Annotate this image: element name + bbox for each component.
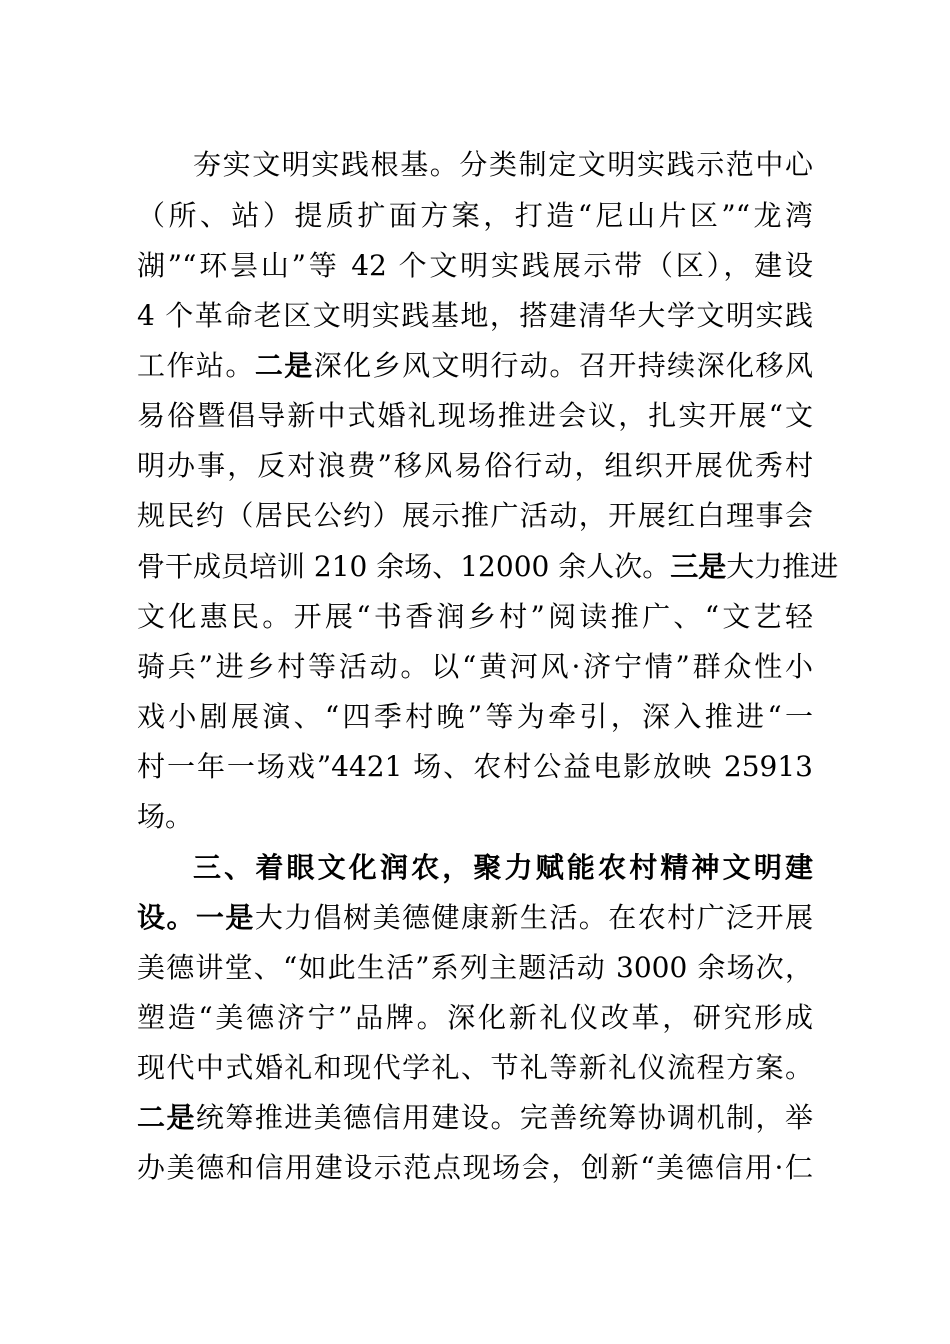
text-line bbox=[137, 896, 813, 940]
text-line bbox=[137, 344, 813, 388]
text-line bbox=[137, 1046, 813, 1090]
text-line bbox=[137, 595, 813, 639]
text-segment: 工作站。 bbox=[137, 349, 255, 382]
text-segment: 大力倡树美德健康新生活。在农村广泛开展 bbox=[254, 901, 813, 934]
text-segment: 场。 bbox=[137, 800, 194, 833]
text-segment: 戏小剧展演、“四季村晚”等为牵引，深入推进“一 bbox=[137, 700, 813, 733]
text-segment-bold: 二是 bbox=[254, 349, 314, 382]
text-segment: 大力推进 bbox=[726, 550, 839, 583]
text-segment: 骑兵”进乡村等活动。以“黄河风·济宁情”群众性小 bbox=[137, 650, 813, 683]
text-segment: 村一年一场戏”4421 场、农村公益电影放映 25913 bbox=[137, 750, 813, 783]
text-line bbox=[137, 194, 813, 238]
text-segment-bold: 二是 bbox=[137, 1101, 196, 1134]
text-segment: 夯实文明实践根基。分类制定文明实践示范中心 bbox=[193, 148, 813, 181]
text-segment: 明办事，反对浪费”移风易俗行动，组织开展优秀村 bbox=[137, 449, 813, 482]
text-segment-bold: 设。 bbox=[137, 901, 196, 934]
text-segment: 4 个革命老区文明实践基地，搭建清华大学文明实践 bbox=[137, 299, 813, 332]
text-segment: 办美德和信用建设示范点现场会，创新“美德信用·仁 bbox=[137, 1151, 813, 1184]
text-line bbox=[137, 795, 813, 839]
text-line bbox=[137, 444, 813, 488]
text-segment-bold: 三是 bbox=[670, 550, 727, 583]
text-line bbox=[137, 394, 813, 438]
text-segment: 统筹推进美德信用建设。完善统筹协调机制，举 bbox=[195, 1101, 813, 1134]
text-line bbox=[137, 294, 813, 338]
text-segment: 易俗暨倡导新中式婚礼现场推进会议，扎实开展“文 bbox=[137, 399, 813, 432]
text-segment: （所、站）提质扩面方案，打造“尼山片区”“龙湾 bbox=[137, 199, 813, 232]
text-segment-bold: 一是 bbox=[195, 901, 255, 934]
text-line bbox=[137, 695, 813, 739]
text-line bbox=[137, 645, 813, 689]
text-line bbox=[137, 494, 813, 538]
section-heading-line bbox=[193, 846, 813, 890]
text-segment: 塑造“美德济宁”品牌。深化新礼仪改革，研究形成 bbox=[137, 1001, 813, 1034]
text-line bbox=[193, 143, 813, 187]
text-line bbox=[137, 1096, 813, 1140]
text-segment: 规民约（居民公约）展示推广活动，开展红白理事会 bbox=[137, 499, 813, 532]
text-segment: 深化乡风文明行动。召开持续深化移风 bbox=[313, 349, 813, 382]
text-line bbox=[137, 996, 813, 1040]
text-segment: 文化惠民。开展“书香润乡村”阅读推广、“文艺轻 bbox=[137, 600, 813, 633]
text-line bbox=[137, 545, 839, 589]
text-segment: 现代中式婚礼和现代学礼、节礼等新礼仪流程方案。 bbox=[137, 1051, 813, 1084]
text-segment: 骨干成员培训 210 余场、12000 余人次。 bbox=[137, 550, 671, 583]
text-segment-bold: 三、着眼文化润农，聚力赋能农村精神文明建 bbox=[193, 851, 813, 884]
text-line bbox=[137, 1146, 813, 1190]
text-line bbox=[137, 745, 813, 789]
text-line bbox=[137, 946, 813, 990]
text-segment: 湖”“环昙山”等 42 个文明实践展示带（区），建设 bbox=[137, 249, 813, 282]
text-line bbox=[137, 244, 813, 288]
text-segment: 美德讲堂、“如此生活”系列主题活动 3000 余场次， bbox=[137, 951, 813, 984]
